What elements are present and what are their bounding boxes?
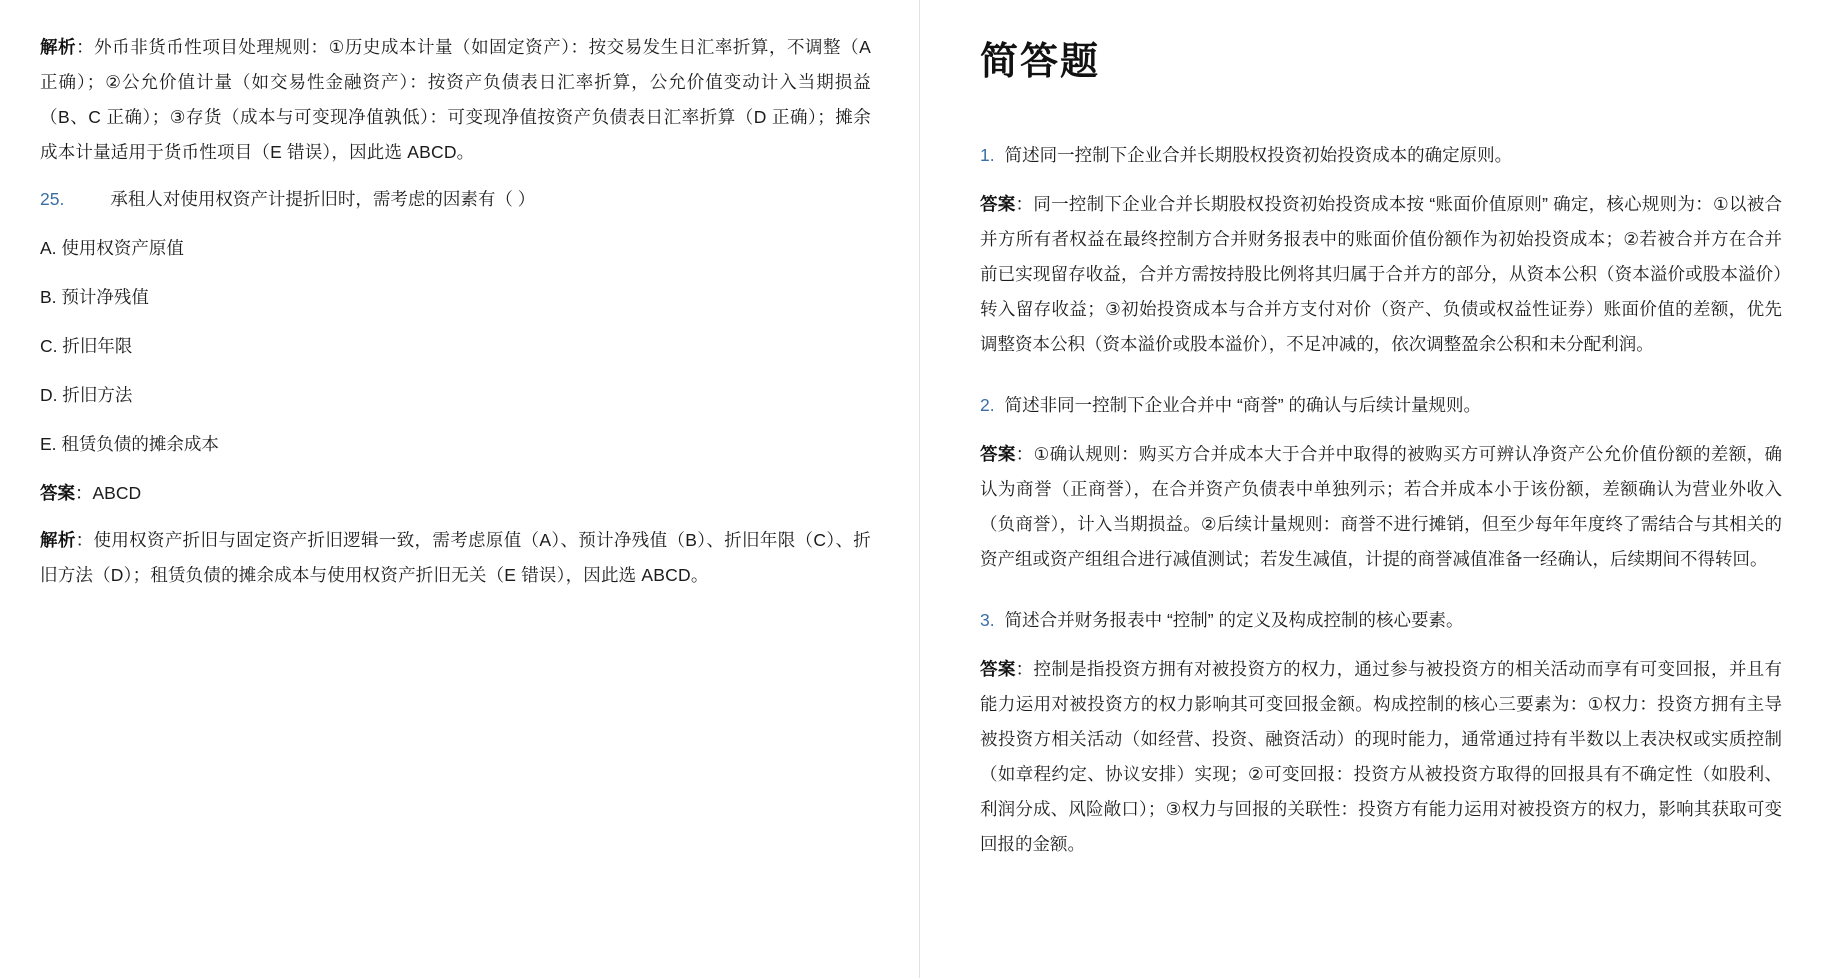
answer-text: ：ABCD (75, 483, 142, 503)
answer-label-2: 答案 (980, 443, 1016, 464)
question-text-2: 简述非同一控制下企业合并中 “商誉” 的确认与后续计量规则。 (1004, 394, 1481, 415)
analysis-label-1: 解析 (40, 37, 77, 57)
analysis-text-2: ：使用权资产折旧与固定资产折旧逻辑一致，需考虑原值（A）、预计净残值（B）、折旧年限（C）、折旧方法（D）；租赁负债的摊余成本与使用权资产折旧无关（E 错误），因此选 ABCD。 (40, 530, 871, 585)
answer-label-1: 答案 (980, 193, 1016, 214)
option-d[interactable]: D. 折旧方法 (40, 385, 133, 405)
analysis-paragraph-1 (40, 30, 871, 170)
analysis-text-1: ：外币非货币性项目处理规则：①历史成本计量（如固定资产）：按交易发生日汇率折算，不调整（A 正确）；②公允价值计量（如交易性金融资产）：按资产负债表日汇率折算，公允价值变动计入当期损益（B、C 正确）；③存货（成本与可变现净值孰低）：可变现净值按资产负债表日汇率折算（D 正确）；摊余成本计量适用于货币性项目（E 错误），因此选 ABCD。 (40, 37, 871, 162)
section-title: 简答题 (980, 41, 1101, 83)
right-column (920, 0, 1842, 978)
answer-text-1: ：同一控制下企业合并长期股权投资初始投资成本按 “账面价值原则” 确定，核心规则为：①以被合并方所有者权益在最终控制方合并财务报表中的账面价值份额作为初始投资成本；②若被合并方在合并前已实现留存收益，合并方需按持股比例将其归属于合并方的部分，从资本公积（资本溢价或股本溢价）转入留存收益；③初始投资成本与合并方支付对价（资产、负债或权益性证券）账面价值的差额，优先调整资本公积（资本溢价或股本溢价），不足冲减的，依次调整盈余公积和未分配利润。 (980, 193, 1782, 354)
question-text-3: 简述合并财务报表中 “控制” 的定义及构成控制的核心要素。 (1004, 609, 1464, 630)
answer-label-3: 答案 (980, 658, 1016, 679)
short-answer-answer-2 (980, 437, 1782, 577)
question-number-2: 2. (980, 394, 995, 415)
short-answer-question-3 (980, 603, 1782, 638)
question-number: 25. (40, 189, 65, 209)
answer-text-3: ：控制是指投资方拥有对被投资方的权力，通过参与被投资方的相关活动而享有可变回报，并且有能力运用对被投资方的权力影响其可变回报金额。构成控制的核心三要素为：①权力：投资方拥有主导被投资方相关活动（如经营、投资、融资活动）的现时能力，通常通过持有半数以上表决权或实质控制（如章程约定、协议安排）实现；②可变回报：投资方从被投资方取得的回报具有不确定性（如股利、利润分成、风险敞口）；③权力与回报的关联性：投资方有能力运用对被投资方的权力，影响其获取可变回报的金额。 (980, 658, 1783, 854)
analysis-label-2: 解析 (40, 530, 76, 550)
option-b[interactable]: B. 预计净残值 (40, 287, 149, 307)
left-column (0, 0, 920, 978)
short-answer-answer-3 (980, 652, 1782, 862)
question-number-3: 3. (980, 609, 995, 630)
short-answer-question-1 (980, 138, 1782, 173)
short-answer-answer-1 (980, 187, 1782, 362)
question-text-1: 简述同一控制下企业合并长期股权投资初始投资成本的确定原则。 (1004, 144, 1513, 165)
short-answer-question-2 (980, 388, 1782, 423)
option-a[interactable]: A. 使用权资产原值 (40, 238, 184, 258)
answer-label: 答案 (40, 483, 75, 503)
question-25 (40, 182, 871, 217)
answer-text-2: ：①确认规则：购买方合并成本大于合并中取得的被购买方可辨认净资产公允价值份额的差额，确认为商誉（正商誉），在合并资产负债表中单独列示；若合并成本小于该份额，差额确认为营业外收入（负商誉），计入当期损益。②后续计量规则：商誉不进行摊销，但至少每年年度终了需结合与其相关的资产组或资产组组合进行减值测试；若发生减值，计提的商誉减值准备一经确认，后续期间不得转回。 (980, 443, 1783, 569)
analysis-paragraph-2 (40, 523, 871, 593)
option-c[interactable]: C. 折旧年限 (40, 336, 133, 356)
answer-line (40, 476, 871, 511)
question-number-1: 1. (980, 144, 995, 165)
option-e[interactable]: E. 租赁负债的摊余成本 (40, 434, 219, 454)
question-text: 承租人对使用权资产计提折旧时，需考虑的因素有（ ） (110, 189, 536, 209)
